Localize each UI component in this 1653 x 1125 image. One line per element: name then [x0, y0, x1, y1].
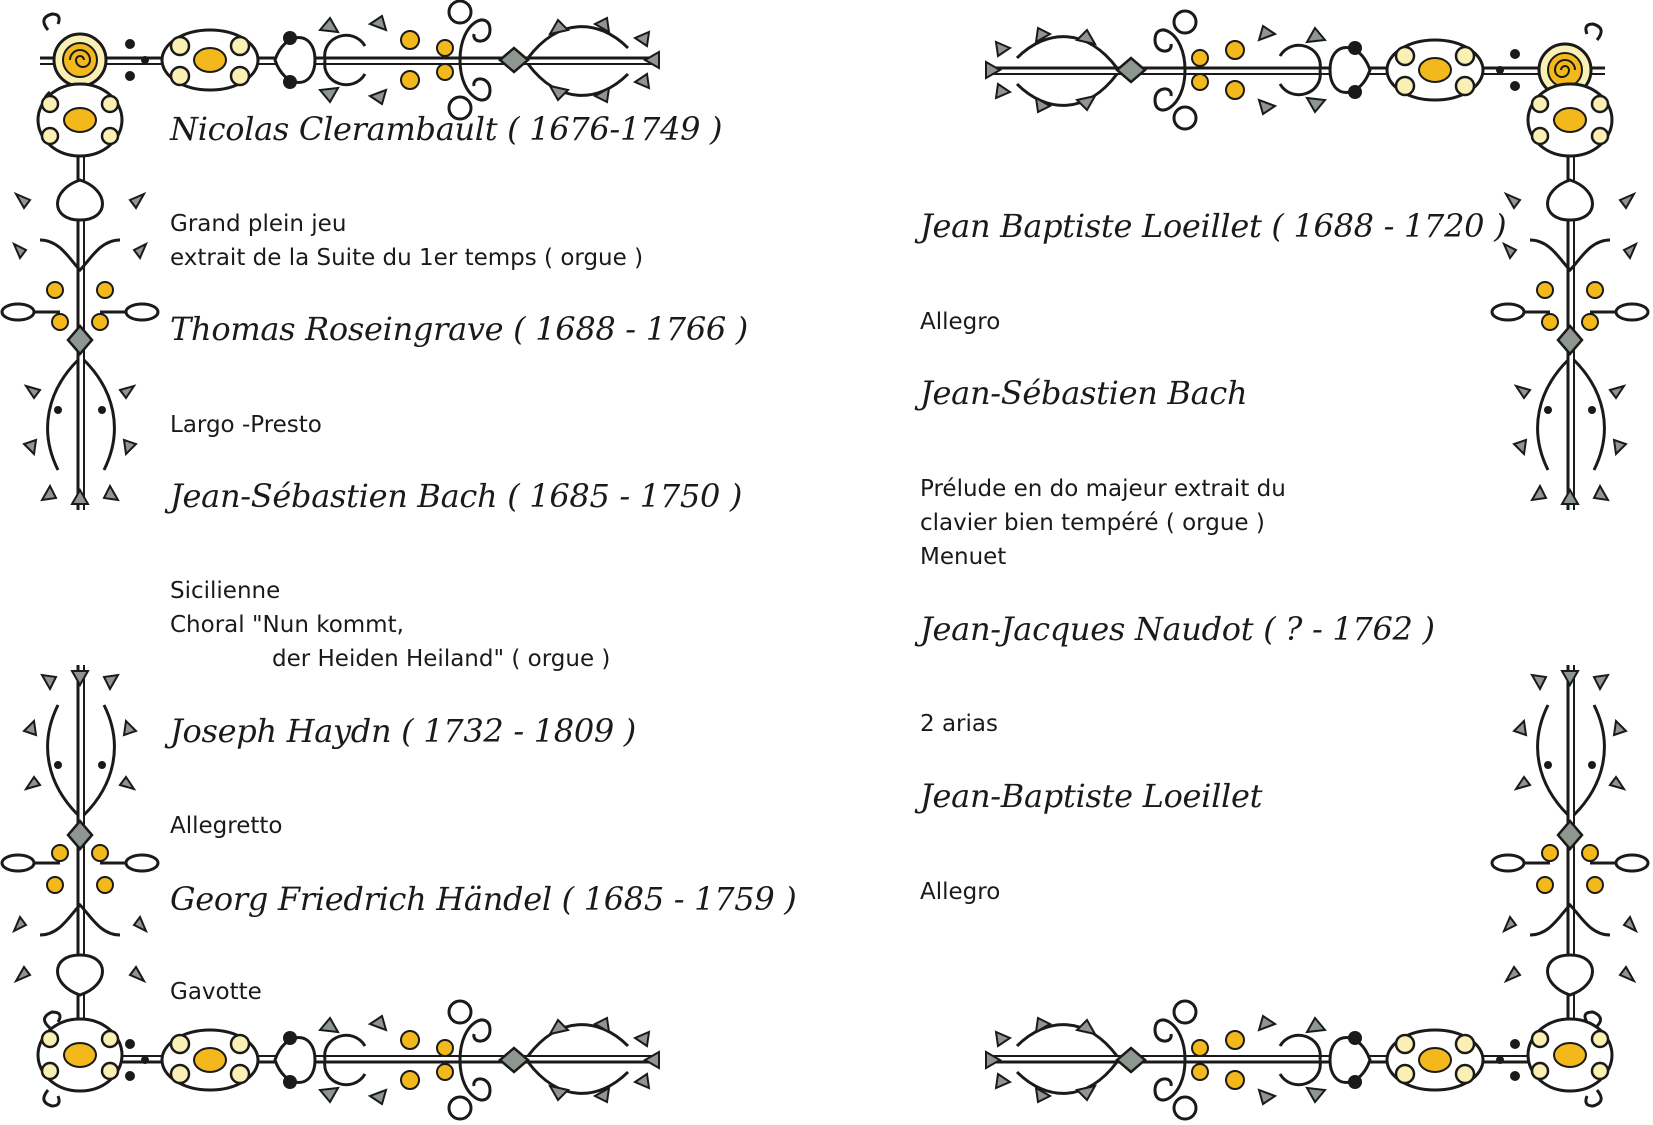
- composer-heading: Jean-Sébastien Bach: [920, 374, 1248, 412]
- piece-title: Allegro: [920, 309, 1001, 335]
- ornament-bottom-right-vertical: [1490, 665, 1650, 1085]
- piece-title: Sicilienne: [170, 578, 281, 604]
- piece-list: [920, 305, 1000, 339]
- composer-heading: Thomas Roseingrave ( 1688 - 1766 ): [170, 310, 748, 348]
- ornament-top-right-vertical: [1490, 90, 1650, 510]
- ornament-bottom-left-vertical: [0, 665, 160, 1085]
- composer-heading: Jean-Jacques Naudot ( ? - 1762 ): [920, 610, 1435, 648]
- piece-title: Gavotte: [170, 979, 262, 1005]
- composer-heading: Jean Baptiste Loeillet ( 1688 - 1720 ): [920, 207, 1507, 245]
- composer-heading: Jean-Sébastien Bach ( 1685 - 1750 ): [170, 477, 743, 515]
- composer-heading: Jean-Baptiste Loeillet: [920, 777, 1263, 815]
- piece-title: Menuet: [920, 544, 1007, 570]
- piece-list: [170, 408, 322, 442]
- piece-title: extrait de la Suite du 1er temps ( orgue ): [170, 245, 644, 271]
- piece-title: clavier bien tempéré ( orgue ): [920, 510, 1265, 536]
- composer-heading: Joseph Haydn ( 1732 - 1809 ): [170, 712, 636, 750]
- piece-title: 2 arias: [920, 711, 998, 737]
- piece-title: Allegro: [920, 879, 1001, 905]
- piece-title: Choral "Nun kommt,: [170, 612, 404, 638]
- piece-list: [170, 574, 610, 676]
- ornament-top-left-vertical: [0, 90, 160, 510]
- piece-title: Prélude en do majeur extrait du: [920, 476, 1286, 502]
- piece-list: [920, 707, 998, 741]
- piece-list: [920, 472, 1286, 574]
- piece-list: [170, 809, 282, 843]
- piece-list: [170, 207, 643, 275]
- composer-heading: Georg Friedrich Händel ( 1685 - 1759 ): [170, 880, 797, 918]
- piece-title: Grand plein jeu: [170, 211, 347, 237]
- piece-title: Allegretto: [170, 813, 283, 839]
- piece-list: [170, 975, 262, 1009]
- composer-heading: Nicolas Clerambault ( 1676-1749 ): [170, 110, 723, 148]
- piece-title: Largo -Presto: [170, 412, 322, 438]
- piece-list: [920, 875, 1000, 909]
- piece-title: der Heiden Heiland" ( orgue ): [272, 646, 611, 672]
